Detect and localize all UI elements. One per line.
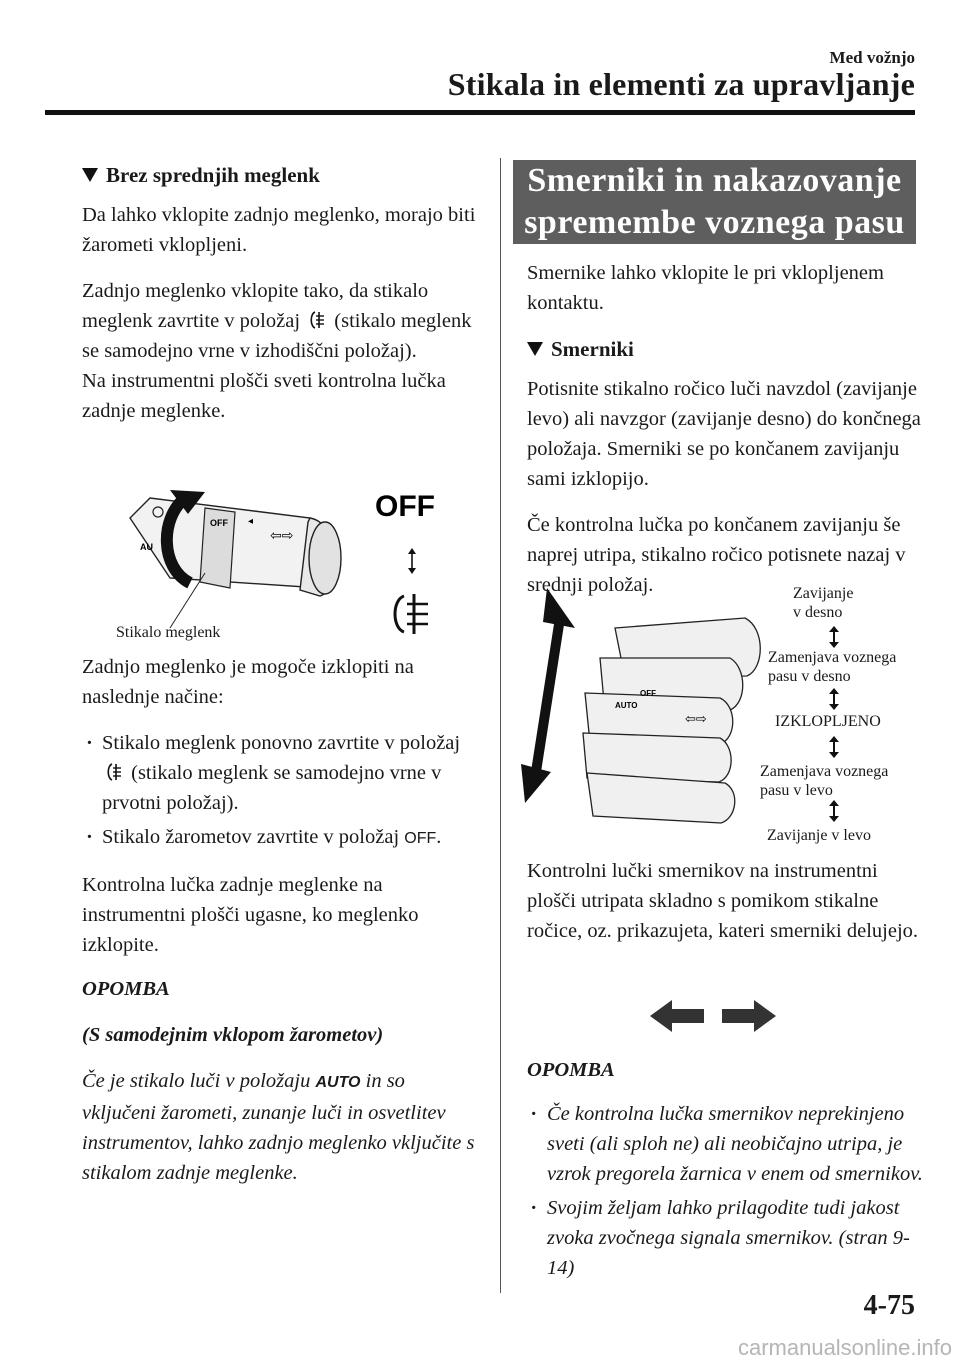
svg-text:⇦⇨: ⇦⇨ [270, 528, 294, 544]
paragraph: Kontrolni lučki smernikov na instrumentni plošči utripata skladno s pomikom stikalne ročice, oz. prikazujeta, kateri smerniki delujejo. [527, 860, 919, 942]
off-symbol: OFF [404, 830, 437, 847]
svg-text:AU: AU [140, 542, 153, 552]
paragraph: Da lahko vklopite zadnjo meglenko, morajo biti žarometi vklopljeni. [82, 204, 476, 256]
label-turn-right: Zavijanje v desno [793, 585, 854, 621]
list-item [82, 822, 482, 854]
paragraph: Če kontrolna lučka po končanem zavijanju še naprej utripa, stikalno ročico potisnete nazaj v srednji položaj. [527, 514, 906, 596]
left-column-lower [82, 652, 482, 1188]
section-label: Med vožnjo [829, 48, 915, 67]
triangle-marker-icon [527, 342, 543, 356]
svg-text:OFF: OFF [210, 518, 228, 528]
section-title-line1: Smerniki in nakazovanje [527, 162, 902, 199]
label-turn-left: Zavijanje v levo [767, 827, 871, 844]
subheading-text: Brez sprednjih meglenk [106, 163, 320, 187]
right-column-lower [527, 856, 927, 962]
text: Stikalo meglenk ponovno zavrtite v položaj [102, 732, 461, 754]
fog-switch-figure [110, 478, 450, 648]
watermark: carmanualsonline.info [737, 1335, 952, 1360]
section-title-line2: spremembe voznega pasu [524, 204, 905, 241]
note-block [82, 974, 482, 1188]
note-text [82, 1066, 482, 1188]
section-title-box [513, 160, 916, 244]
chapter-title: Stikala in elementi za upravljanje [447, 66, 915, 102]
note-subtitle: (S samodejnim vklopom žarometov) [82, 1024, 384, 1046]
text: Če je stikalo luči v položaju [82, 1070, 311, 1092]
column-divider [500, 158, 501, 1293]
auto-symbol: AUTO [315, 1074, 361, 1091]
rear-fog-icon [105, 762, 123, 782]
position-arrow [833, 802, 835, 820]
triangle-marker-icon [82, 168, 98, 182]
subheading-text: Smerniki [551, 337, 634, 361]
off-methods-list [82, 728, 482, 854]
label-lane-change-right: Zamenjava voznega pasu v desno [768, 649, 897, 685]
text: (stikalo meglenk se samodejno vrne v izhodiščni položaj). [82, 310, 472, 362]
paragraph: Zadnjo meglenko je mogoče izklopiti na naslednje načine: [82, 656, 414, 708]
left-column [82, 160, 482, 442]
svg-text:⇦⇨: ⇦⇨ [685, 712, 707, 727]
text: . [436, 826, 442, 848]
rear-fog-icon [395, 594, 428, 634]
text: (stikalo meglenk se samodejno vrne v prvotni položaj). [102, 762, 442, 814]
position-arrow [833, 738, 835, 756]
text: Stikalo žarometov zavrtite v položaj [102, 826, 400, 848]
note-title: OPOMBA [82, 978, 170, 1000]
svg-text:AUTO: AUTO [615, 701, 638, 710]
right-note-block [527, 1055, 927, 1299]
turn-signal-figure [515, 585, 920, 853]
fog-switch-caption: Stikalo meglenk [116, 624, 221, 641]
position-arrow [833, 628, 835, 646]
subheading-no-front-fog [82, 160, 482, 190]
label-lane-change-left: Zamenjava voznega pasu v levo [760, 763, 889, 799]
svg-text:◂: ◂ [248, 516, 254, 527]
svg-text:OFF: OFF [640, 689, 656, 698]
label-off-position: IZKLOPLJENO [775, 713, 881, 730]
subheading-turn-signals [527, 334, 927, 364]
paragraph: Smernike lahko vklopite le pri vklopljenem kontaktu. [527, 262, 884, 314]
list-item: · Če kontrolna lučka smernikov neprekinjeno sveti (ali sploh ne) ali neobičajno utripa, je vzrok pregorela žarnica v enem od smernikov. [527, 1099, 927, 1189]
page-number: 4-75 [863, 1290, 915, 1321]
header-rule [45, 110, 915, 115]
list-item [82, 728, 482, 818]
text: Zadnjo meglenko vklopite tako, da stikalo meglenk zavrtite v položaj [82, 280, 429, 332]
paragraph: Kontrolna lučka zadnje meglenke na instrumentni plošči ugasne, ko meglenko izklopite. [82, 874, 419, 956]
position-arrow [833, 690, 835, 708]
note-list [527, 1099, 927, 1283]
off-position-label: OFF [375, 490, 435, 523]
list-item: · Svojim željam lahko prilagodite tudi jakost zvoka zvočnega signala smernikov. (stran 9-14) [527, 1193, 927, 1283]
text: in so vključeni žarometi, zunanje luči in osvetlitev instrumentov, lahko zadnjo meglenko vključite s stikalom zadnje meglenke. [82, 1070, 475, 1184]
turn-right-arrow-icon [718, 998, 778, 1038]
turn-indicator-icons [650, 998, 780, 1038]
rear-fog-icon [308, 310, 326, 330]
paragraph: Na instrumentni plošči sveti kontrolna lučka zadnje meglenke. [82, 370, 446, 422]
paragraph [82, 276, 482, 366]
note-title: OPOMBA [527, 1059, 615, 1081]
paragraph: Potisnite stikalno ročico luči navzdol (zavijanje levo) ali navzgor (zavijanje desno) do končnega položaja. Smerniki se po končanem zavijanju sami izklopijo. [527, 378, 921, 490]
right-column [527, 258, 927, 616]
